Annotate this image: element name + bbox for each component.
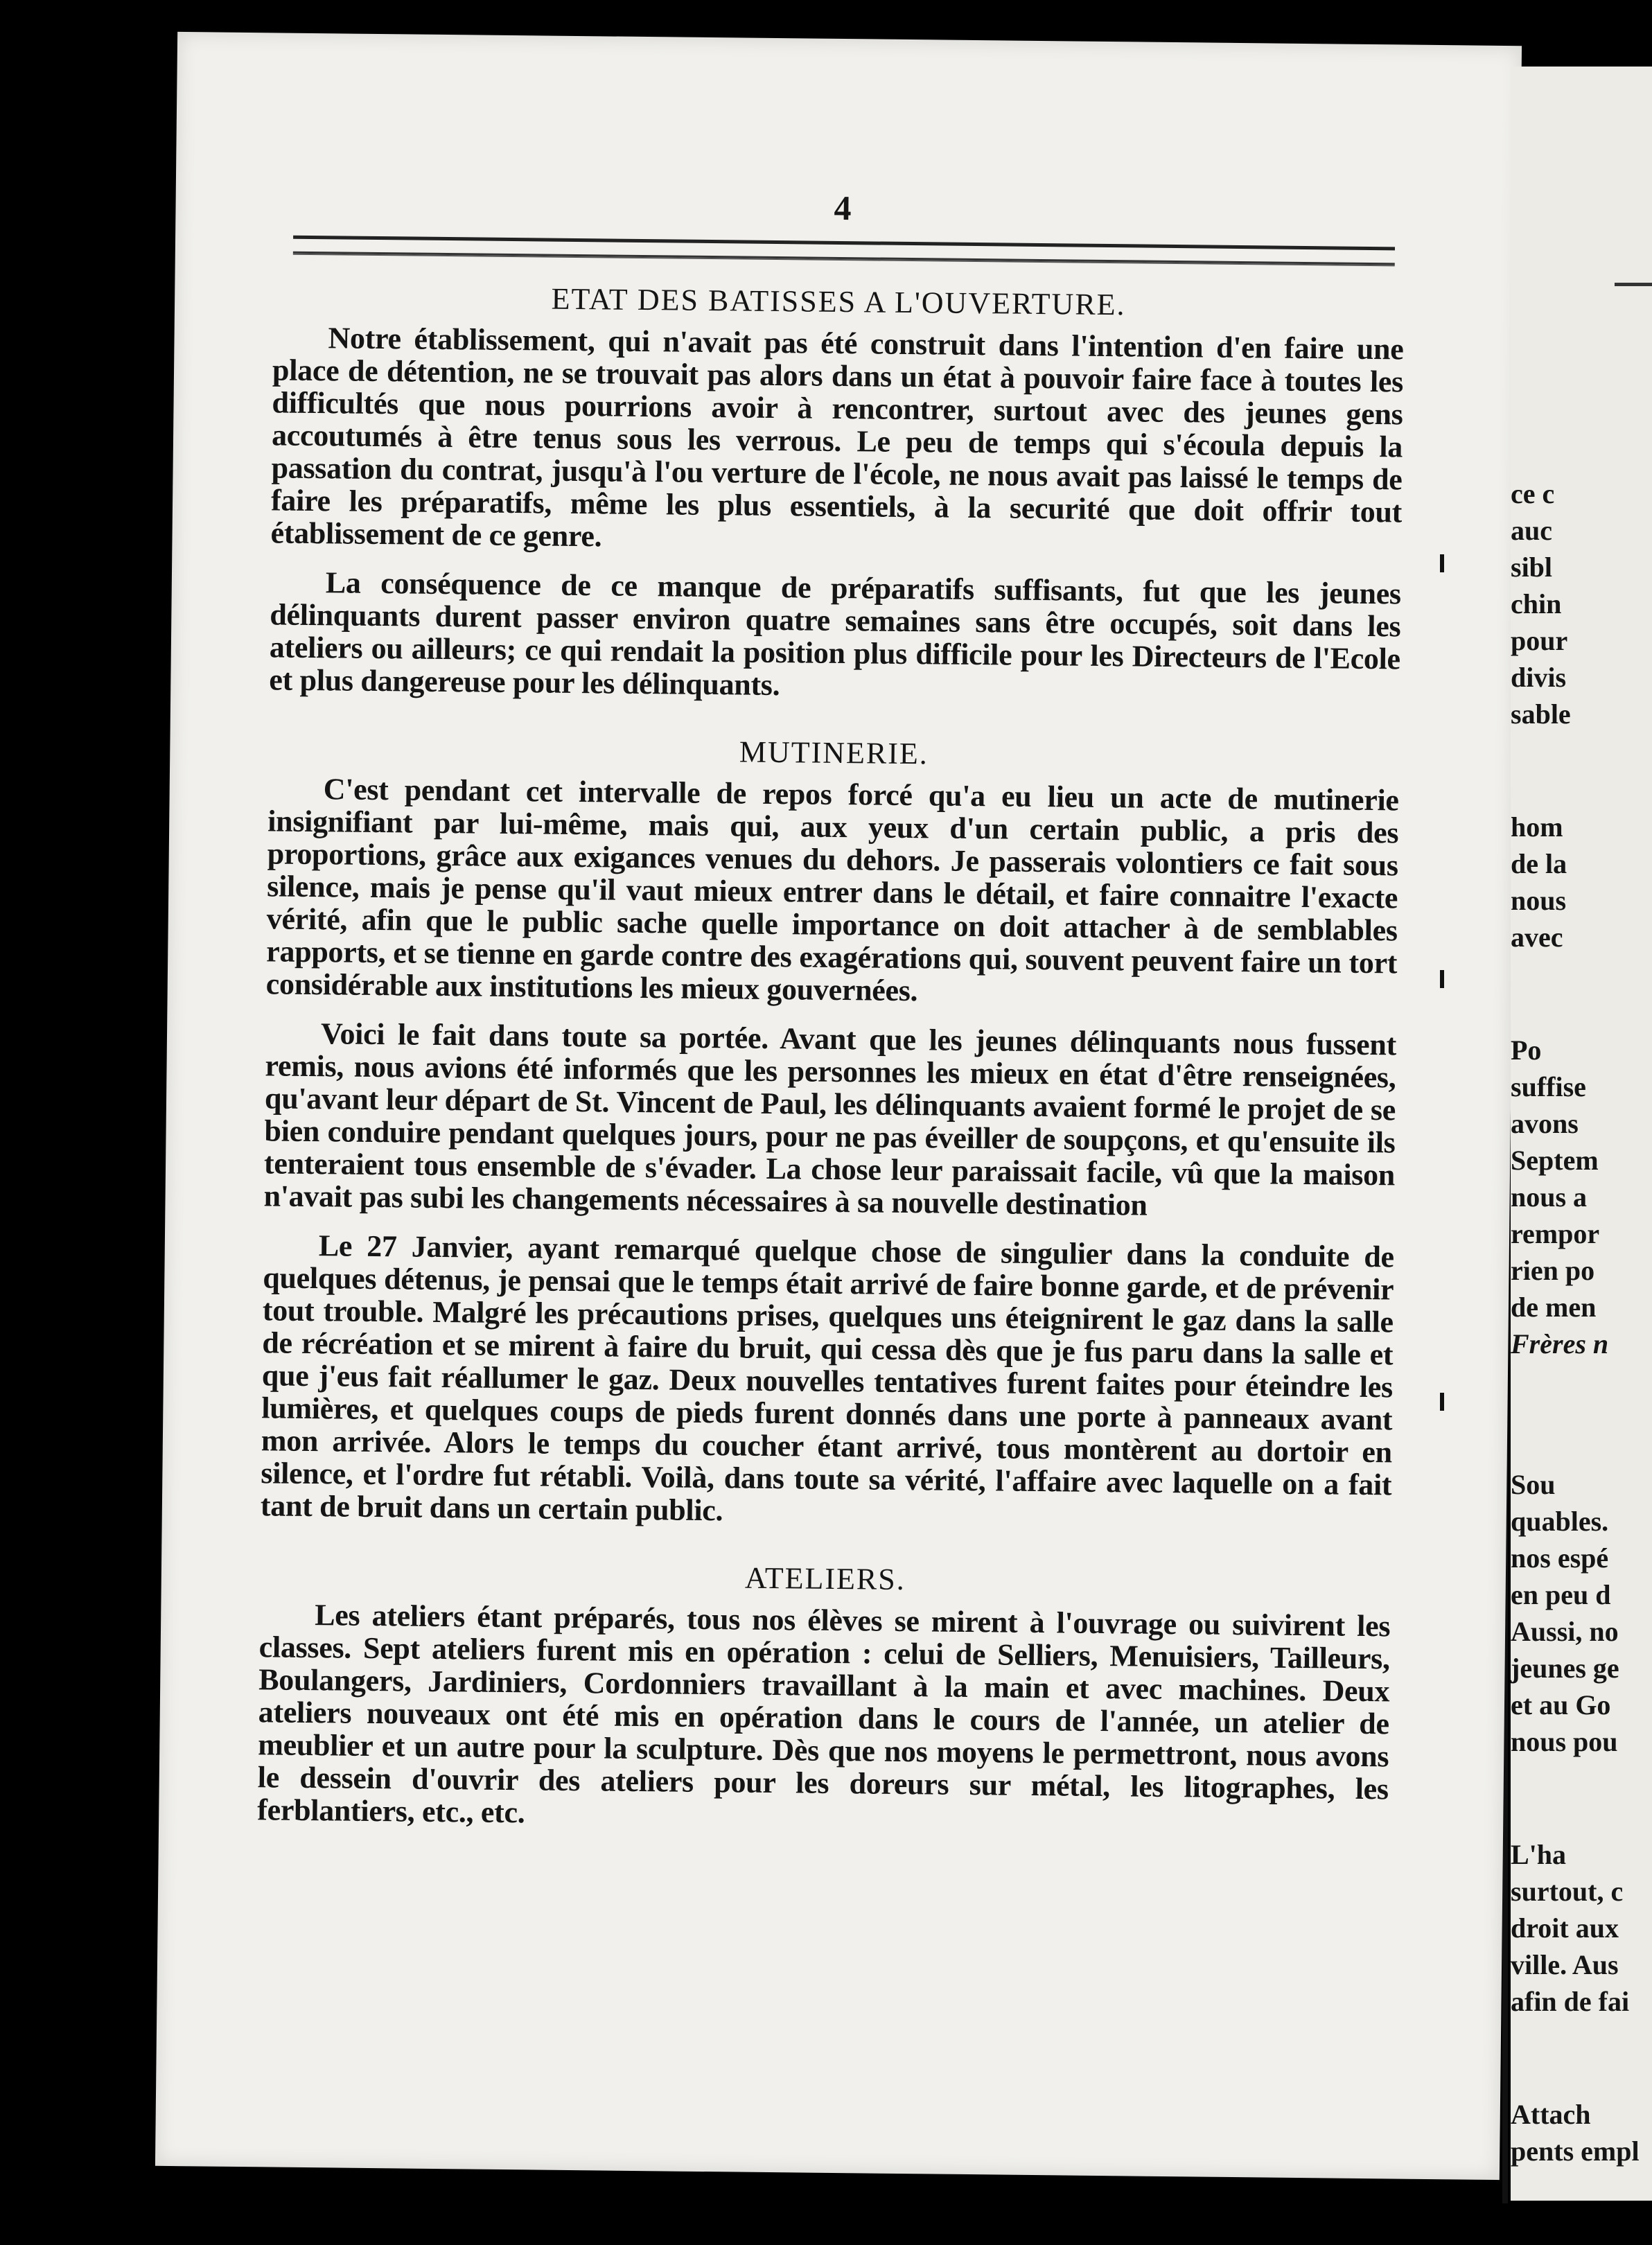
page-number: 4 (834, 188, 852, 228)
fragment-line: et au Go (1511, 1689, 1611, 1720)
paragraph: Le 27 Janvier, ayant remarqué quelque chose de singulier dans la conduite de quelques détenus, je pensai que le temps était arrivé de faire bonne garde, et de prévenir tout trouble. Malgré les précautions prises, quelques uns éteignirent le gaz dans la salle de récréation et se mirent à faire du bruit, qui cessa dès que je fus paru dans la salle et que j'eus fait réallumer le gaz. Deux nouvelles tentatives furent faites pour éteindre les lumières, et quelques coups de pieds furent donnés dans une porte à panneaux avant mon arrivée. Alors le temps du coucher étant arrivé, tous montèrent au dortoir en silence, et l'ordre fut rétabli. Voilà, dans toute sa vérité, l'affaire avec laquelle on a fait tant de bruit dans un certain public. (260, 1229, 1395, 1528)
fragment-line: Attach (1511, 2099, 1591, 2130)
paragraph: Les ateliers étant préparés, tous nos élèves se mirent à l'ouvrage ou suivirent les classes. Sept ateliers furent mis en opération : celui de Selliers, Menuisiers, Tailleurs, Boulangers, Jardiniers, Cordonniers travaillant à la main et avec machines. Deux ateliers nouveaux ont été mis en opération dans le cours de l'année, un atelier de meublier et un autre pour la sculpture. Dès que nos moyens le permettront, nous avons le dessein d'ouvrir des ateliers pour les doreurs sur métal, les litographes, les ferblantiers, etc., etc. (257, 1598, 1391, 1830)
fragment-line: nous (1511, 885, 1567, 916)
fragment-line: ville. Aus (1511, 1949, 1619, 1980)
fragment-line: de men (1511, 1292, 1597, 1323)
document-page (155, 32, 1522, 2180)
fragment-line: quables. (1511, 1506, 1609, 1537)
fragment-line: rien po (1511, 1255, 1595, 1286)
fragment-line: nos espé (1511, 1542, 1609, 1574)
fragment-line: sibl (1511, 552, 1553, 583)
fragment-line: hom (1511, 811, 1563, 843)
paragraph: La conséquence de ce manque de préparatifs suffisants, fut que les jeunes délinquants durent passer environ quatre semaines sans être occupés, soit dans les ateliers ou ailleurs; ce qui rendait la position plus difficile pour les Directeurs de l'Ecole et plus dangereuse pour les délinquants. (269, 565, 1402, 703)
fragment-line: avec (1511, 922, 1563, 953)
paragraph: C'est pendant cet intervalle de repos forcé qu'a eu lieu un acte de mutinerie insignifiant par lui-même, mais qui, aux yeux d'un certain public, a pris des proportions, grâce aux exigances venues du dehors. Je passerais volontiers ce fait sous silence, mais je pense qu'il vaut mieux entrer dans le détail, et faire connaitre l'exacte vérité, afin que le public sache quelle importance on doit attacher à de semblables rapports, et se tienne en garde contre des exagérations qui, souvent peuvent faire un tort considérable aux institutions les mieux gouvernées. (265, 772, 1399, 1008)
section-heading: ETAT DES BATISSES A L'OUVERTURE. (551, 281, 1126, 322)
section-ateliers (257, 1552, 1391, 1838)
section-heading: MUTINERIE. (739, 734, 929, 771)
fragment-line: rempor (1511, 1218, 1600, 1249)
margin-mark (1440, 554, 1444, 572)
fragment-line: suffise (1511, 1071, 1586, 1102)
fragment-line: auc (1511, 515, 1552, 546)
fragment-line: sable (1511, 698, 1571, 730)
fragment-line: surtout, c (1511, 1876, 1624, 1907)
fragment-line: en peu d (1511, 1579, 1611, 1610)
section-heading: ATELIERS. (744, 1560, 906, 1597)
section-mutinerie (261, 726, 1400, 1533)
fragment-line: L'ha (1511, 1839, 1567, 1870)
fragment-line: de la (1511, 848, 1567, 879)
paragraph: Voici le fait dans toute sa portée. Avant que les jeunes délinquants nous fussent remis, nous avions été informés que les personnes les mieux en état d'être renseignées, qu'avant leur départ de St. Vincent de Paul, les délinquants avaient formé le projet de se bien conduire pendant quelques jours, pour ne pas éveiller de soupçons, et qu'ensuite ils tenteraient tous ensemble de s'évader. La chose leur paraissait facile, vû que la maison n'avait pas subi les changements nécessaires à sa nouvelle destination (263, 1016, 1397, 1222)
fragment-line: nous pou (1511, 1726, 1618, 1757)
fragment-line: Sou (1511, 1469, 1556, 1500)
fragment-line: chin (1511, 588, 1562, 619)
fragment-line: pents empl (1511, 2136, 1640, 2167)
facing-page-text (1511, 475, 1652, 2169)
fragment-line: droit aux (1511, 1912, 1619, 1944)
margin-mark (1440, 1393, 1444, 1411)
fragment-line: Frères n (1511, 1328, 1609, 1359)
section-etat-des-batisses (269, 275, 1404, 707)
facing-page-rule (1615, 283, 1652, 286)
margin-mark (1440, 970, 1444, 988)
fragment-line: avons (1511, 1108, 1579, 1139)
fragment-line: ce c (1511, 478, 1555, 509)
fragment-line: pour (1511, 625, 1568, 656)
facing-page-fragment (1511, 67, 1652, 2201)
fragment-line: Aussi, no (1511, 1616, 1619, 1647)
fragment-line: divis (1511, 662, 1567, 693)
fragment-line: Septem (1511, 1145, 1599, 1176)
page-body (257, 275, 1405, 1854)
fragment-line: jeunes ge (1511, 1653, 1619, 1684)
paragraph: Notre établissement, qui n'avait pas été construit dans l'intention d'en faire une place de détention, ne se trouvait pas alors dans un état à pouvoir faire face à toutes les difficultés que nous pourrions avoir à rencontrer, surtout avec des jeunes gens accoutumés à être tenus sous les verrous. Le peu de temps qui s'écoula depuis la passation du contrat, jusqu'à l'ou verture de l'école, ne nous avait pas laissé le temps de faire les préparatifs, même les plus essentiels, à la securité que doit offrir tout établissement de ce genre. (270, 321, 1404, 554)
fragment-line: Po (1511, 1035, 1542, 1066)
fragment-line: afin de fai (1511, 1986, 1630, 2017)
fragment-line: nous a (1511, 1181, 1588, 1213)
